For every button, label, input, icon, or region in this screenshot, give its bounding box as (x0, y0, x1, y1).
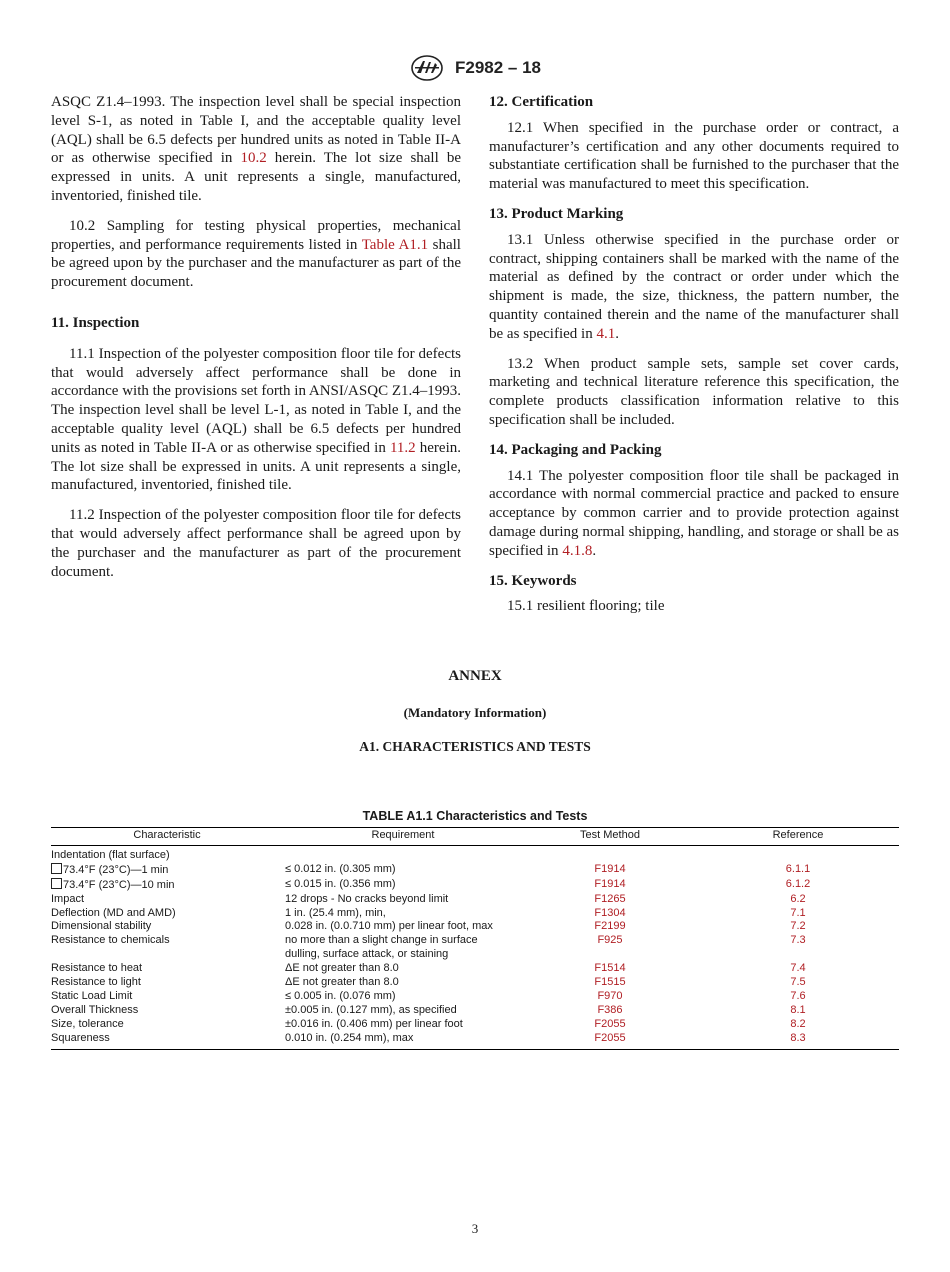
heading-12-certification: 12. Certification (489, 94, 594, 110)
cell-characteristic: Resistance to light (51, 976, 141, 989)
link-table-a1-1[interactable]: Table A1.1 (361, 236, 429, 253)
cell-requirement: dulling, surface attack, or staining (285, 948, 449, 961)
header-reference: Reference (697, 828, 899, 846)
cell-requirement (283, 845, 523, 862)
header-test-method: Test Method (523, 828, 697, 846)
standard-code: F2982 – 18 (454, 58, 541, 77)
characteristics-table (51, 827, 899, 1050)
heading-14-packaging: 14. Packaging and Packing (489, 441, 662, 458)
table-row (51, 962, 899, 976)
cell-characteristic: Static Load Limit (51, 989, 133, 1002)
cell-requirement: 0.028 in. (0.0.710 mm) per linear foot, max (285, 920, 493, 933)
table-row (51, 878, 899, 893)
cell-requirement: ΔE not greater than 8.0 (285, 976, 399, 989)
table-row (51, 948, 899, 962)
cell-requirement: ±0.016 in. (0.406 mm) per linear foot (285, 1017, 463, 1030)
cell-test-method[interactable]: F1514 (594, 962, 626, 975)
cell-test-method (523, 948, 697, 962)
table-row (51, 920, 899, 934)
cell-requirement: 12 drops - No cracks beyond limit (285, 892, 449, 905)
heading-11-inspection: 11. Inspection (51, 314, 140, 331)
annex-section-title: A1. CHARACTERISTICS AND TESTS (359, 739, 591, 754)
table-row (51, 990, 899, 1004)
heading-13-product-marking: 13. Product Marking (489, 205, 624, 222)
cell-characteristic: Resistance to heat (51, 962, 143, 975)
cell-characteristic: Dimensional stability (51, 920, 152, 933)
cell-reference[interactable]: 7.3 (790, 934, 806, 947)
cell-requirement: 0.010 in. (0.254 mm), max (283, 1032, 523, 1049)
cell-test-method[interactable]: F1914 (594, 862, 626, 875)
paragraph-10-1-continued: ASQC Z1.4–1993. The inspection level shall be special inspection level S-1, as noted in Table I, and the acceptable quality level (AQL) shall be 6.5 defects per hundred units as noted in Table II-A or as otherwise specified in 10.2 herein. The lot size shall be expressed in units. A unit represents a single, manufactured, inventoried, finished tile. (51, 94, 461, 204)
link-4-1-8[interactable]: 4.1.8 (562, 542, 593, 559)
cell-reference[interactable]: 8.1 (790, 1003, 806, 1016)
cell-requirement: ≤ 0.005 in. (0.076 mm) (285, 989, 396, 1002)
heading-15-keywords: 15. Keywords (489, 572, 577, 589)
cell-test-method[interactable]: F1515 (594, 976, 626, 989)
cell-characteristic: Deflection (MD and AMD) (51, 906, 176, 919)
characteristics-table-block (51, 809, 899, 1050)
page-number: 3 (471, 1221, 479, 1236)
table-header-row (51, 828, 899, 846)
cell-characteristic: Resistance to chemicals (51, 934, 170, 947)
header-requirement: Requirement (283, 828, 523, 846)
cell-requirement: ±0.005 in. (0.127 mm), as specified (285, 1003, 457, 1016)
link-10-2[interactable]: 10.2 (240, 150, 267, 167)
link-4-1[interactable]: 4.1 (596, 325, 616, 342)
table-row (51, 845, 899, 862)
cell-characteristic: Size, tolerance (51, 1017, 124, 1030)
cell-test-method[interactable]: F386 (597, 1003, 623, 1016)
cell-test-method[interactable]: F970 (597, 989, 623, 1002)
cell-reference[interactable]: 6.2 (790, 892, 806, 905)
table-row (51, 976, 899, 990)
cell-characteristic (51, 948, 283, 962)
cell-requirement: ≤ 0.015 in. (0.356 mm) (285, 877, 396, 890)
paragraph-10-2: 10.2 Sampling for testing physical properties, mechanical properties, and performance requirements listed in Table A1.1 shall be agreed upon by the purchaser and the manufacturer as part of the procurement document. (51, 217, 461, 291)
cell-reference[interactable]: 6.1.1 (785, 862, 811, 875)
cell-requirement: ΔE not greater than 8.0 (285, 962, 399, 975)
table-row (51, 934, 899, 948)
cell-characteristic: 73.4°F (23°C)—10 min (51, 878, 283, 893)
paragraph-11-1: 11.1 Inspection of the polyester composition floor tile for defects that would adversely affect performance shall be done in accordance with the provisions set forth in ANSI/ASQC Z1.4–1993. The inspection level shall be level L-1, as noted in Table I, and the acceptable quality level (AQL) shall be 6.5 defects per hundred units as noted in Table II-A or as otherwise specified in 11.2 herein. The lot size shall be expressed in units. A unit represents a single, manufactured, inventoried, finished tile. (51, 345, 462, 494)
cell-reference[interactable]: 7.2 (790, 920, 806, 933)
right-column (489, 93, 899, 627)
cell-test-method[interactable]: F1304 (594, 906, 626, 919)
annex-title: ANNEX (448, 668, 502, 684)
table-row (51, 893, 899, 907)
paragraph-13-1: 13.1 Unless otherwise specified in the purchase order or contract, shipping containers shall be marked with the name of the material as defined by the contract or order under which the shipment is made, the size, thickness, the pattern number, the quantity contained therein and the name of the manufacturer shall be as specified in 4.1. (489, 231, 899, 342)
paragraph-11-2: 11.2 Inspection of the polyester composition floor tile for defects that would adversely affect performance shall be agreed upon by the purchaser and the manufacturer as part of the procurement document. (51, 507, 461, 580)
cell-reference[interactable]: 7.6 (790, 989, 806, 1002)
paragraph-14-1: 14.1 The polyester composition floor tile shall be packaged in accordance with normal commercial practice and packed to ensure acceptance by common carrier and to provide protection against damage during normal shipping, handling, and storage or shall be as specified in 4.1.8. (489, 467, 899, 559)
annex-subtitle: (Mandatory Information) (403, 705, 547, 720)
cell-requirement: 1 in. (25.4 mm), min, (285, 906, 386, 919)
cell-reference[interactable]: 7.4 (790, 962, 806, 975)
table-row (51, 907, 899, 921)
table-row (51, 1032, 899, 1049)
cell-reference[interactable]: 8.3 (697, 1032, 899, 1049)
cell-characteristic: Overall Thickness (51, 1003, 139, 1016)
cell-reference[interactable]: 8.2 (790, 1017, 806, 1030)
cell-test-method[interactable]: F925 (597, 934, 623, 947)
cell-requirement: no more than a slight change in surface (285, 934, 478, 947)
paragraph-15-1: 15.1 resilient flooring; tile (507, 598, 665, 615)
cell-requirement: ≤ 0.012 in. (0.305 mm) (285, 862, 396, 875)
cell-test-method (523, 845, 697, 862)
table-row (51, 1004, 899, 1018)
cell-test-method[interactable]: F2055 (594, 1017, 626, 1030)
astm-logo-icon (409, 53, 445, 83)
table-row (51, 863, 899, 878)
cell-test-method[interactable]: F2055 (523, 1032, 697, 1049)
link-11-2[interactable]: 11.2 (389, 439, 416, 456)
cell-reference (697, 948, 899, 962)
cell-reference[interactable]: 7.5 (790, 976, 806, 989)
checkbox-glyph-icon (51, 863, 62, 874)
cell-characteristic: 73.4°F (23°C)—1 min (51, 863, 283, 878)
cell-characteristic: Indentation (flat surface) (51, 848, 170, 861)
cell-test-method[interactable]: F2199 (594, 920, 626, 933)
cell-reference[interactable]: 6.1.2 (785, 877, 811, 890)
table-title: TABLE A1.1 Characteristics and Tests (362, 809, 588, 823)
annex-block (0, 668, 950, 755)
checkbox-glyph-icon (51, 878, 62, 889)
paragraph-13-2: 13.2 When product sample sets, sample set cover cards, marketing and technical literature reference this specification, the complete products classification information relative to this specification shall be included. (489, 355, 899, 428)
page-header (0, 53, 950, 83)
cell-test-method[interactable]: F1914 (594, 877, 626, 890)
table-row (51, 1018, 899, 1032)
cell-reference (697, 845, 899, 862)
header-characteristic: Characteristic (51, 828, 283, 846)
paragraph-12-1: 12.1 When specified in the purchase order or contract, a manufacturer’s certification and any other documents required to substantiate certification shall be furnished to the purchaser that the material was manufactured to meet this specification. (489, 119, 899, 193)
cell-characteristic: Impact (51, 892, 85, 905)
cell-reference[interactable]: 7.1 (790, 906, 806, 919)
cell-test-method[interactable]: F1265 (594, 892, 626, 905)
left-column (51, 93, 461, 592)
cell-characteristic: Squareness (51, 1032, 283, 1049)
